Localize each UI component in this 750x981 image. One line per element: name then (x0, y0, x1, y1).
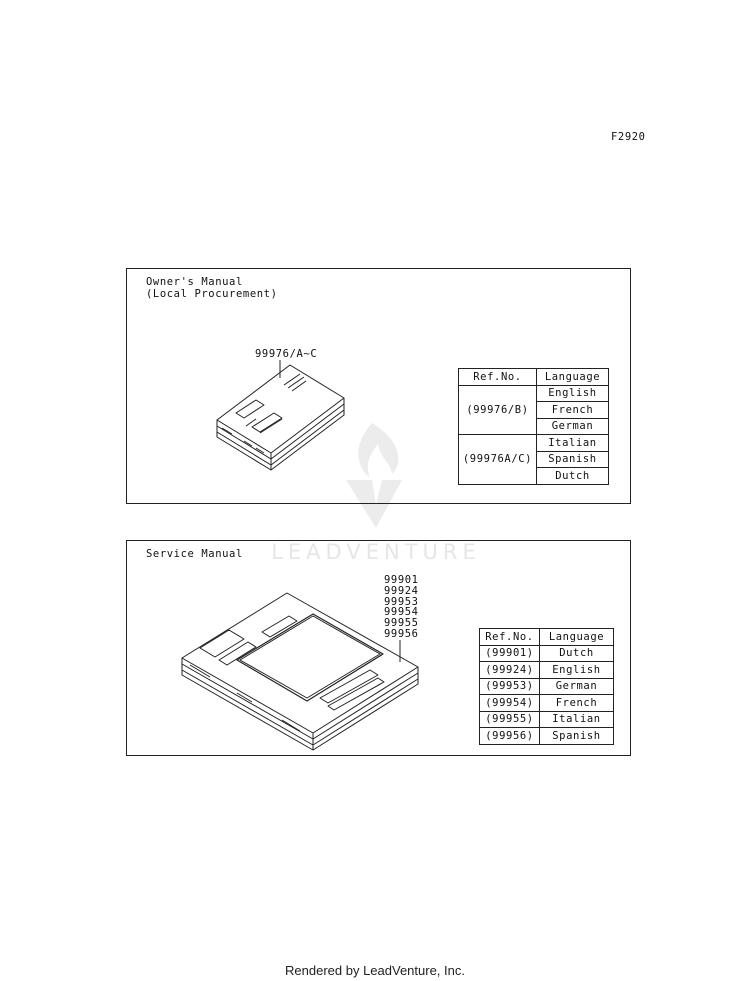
service-manual-part-label: 99956 (384, 628, 419, 640)
owners-manual-part-label: 99976/A~C (255, 348, 318, 360)
header-ref-no: Ref.No. (459, 369, 537, 386)
owners-manual-subtitle: (Local Procurement) (146, 288, 278, 300)
ref-cell: (99953) (480, 678, 540, 695)
ref-cell: (99901) (480, 645, 540, 662)
language-cell: Dutch (540, 645, 614, 662)
service-manual-title: Service Manual (146, 548, 243, 560)
ref-cell: (99976/B) (459, 385, 537, 435)
footer-credit: Rendered by LeadVenture, Inc. (285, 963, 465, 978)
service-manual-part-label: 99954 (384, 606, 419, 618)
ref-cell: (99955) (480, 711, 540, 728)
owners-manual-title: Owner's Manual (146, 276, 243, 288)
language-cell: Italian (540, 711, 614, 728)
service-manual-part-label: 99901 (384, 574, 419, 586)
ref-cell: (99954) (480, 695, 540, 712)
language-cell: Dutch (537, 468, 609, 485)
ref-cell: (99924) (480, 662, 540, 679)
language-cell: German (540, 678, 614, 695)
ref-cell: (99956) (480, 728, 540, 745)
header-language: Language (537, 369, 609, 386)
language-cell: Spanish (537, 451, 609, 468)
watermark-text: LEADVENTURE (271, 540, 481, 564)
service-manual-part-label: 99953 (384, 596, 419, 608)
language-cell: French (540, 695, 614, 712)
language-cell: German (537, 418, 609, 435)
header-ref-no: Ref.No. (480, 629, 540, 646)
language-cell: French (537, 402, 609, 419)
language-cell: English (540, 662, 614, 679)
language-cell: Italian (537, 435, 609, 452)
header-language: Language (540, 629, 614, 646)
diagram-code: F2920 (611, 131, 646, 143)
service-manual-part-label: 99955 (384, 617, 419, 629)
language-cell: Spanish (540, 728, 614, 745)
ref-cell: (99976A/C) (459, 435, 537, 485)
language-cell: English (537, 385, 609, 402)
service-manual-part-label: 99924 (384, 585, 419, 597)
